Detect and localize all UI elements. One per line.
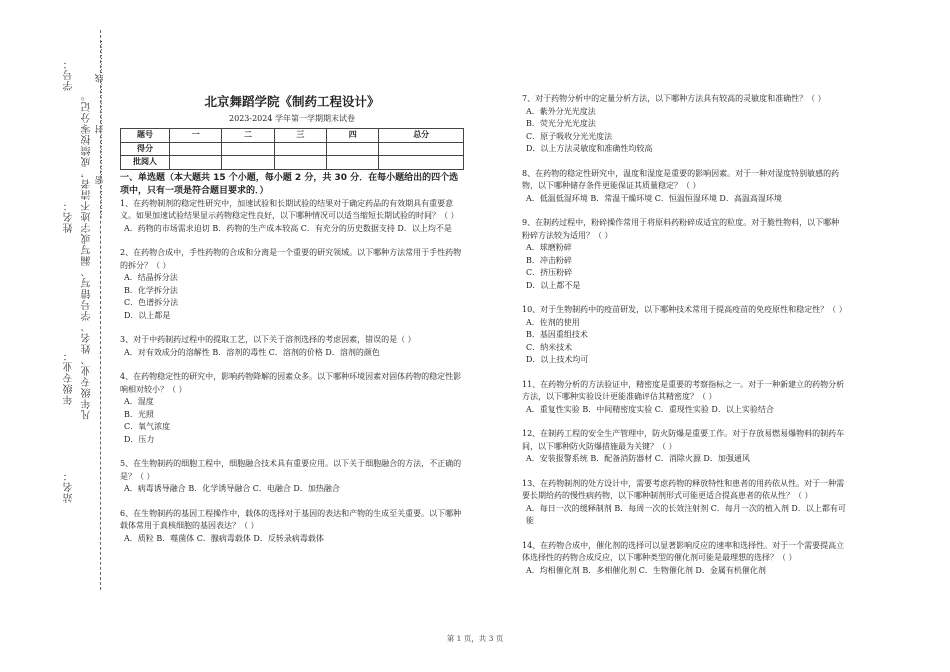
question-item	[522, 379, 846, 417]
question-option: A．重复性实验 B．中间精密度实验 C．重现性实验 D．以上实验结合	[526, 404, 774, 414]
question-item	[120, 247, 464, 322]
grade-major-label: 年级专业：	[64, 350, 75, 405]
question-option: A．对有效成分的溶解性 B．溶剂的毒性 C．溶剂的价格 D．溶剂的颜色	[124, 347, 380, 357]
question-stem: 11、在药物分析的方法验证中，精密度是重要的考察指标之一。对于一种新建立的药物分析方法，以下哪种实验设计更能准确评估其精密度？（ ）	[522, 379, 845, 401]
score-col-header: 总分	[379, 129, 464, 143]
question-option: A．低温低湿环境 B．常温干燥环境 C．恒温恒湿环境 D．高温高湿环境	[526, 193, 782, 203]
question-option: A．球磨粉碎	[526, 243, 572, 252]
question-item	[522, 428, 846, 466]
question-item	[120, 371, 464, 446]
question-stem: 1、在药物制剂的稳定性研究中，加速试验和长期试验的结果对于确定药品的有效期具有重要意义。如果加速试验结果显示药物稳定性良好，以下哪种情况可以适当缩短长期试验的时间？（ ）	[120, 198, 459, 220]
question-option: C．挤压粉碎	[526, 268, 573, 277]
question-option: B．荧光分光光度法	[526, 119, 596, 128]
question-item	[120, 458, 464, 496]
question-option: C．原子吸收分光光度法	[526, 131, 613, 141]
student-id-label: 学号：	[64, 58, 75, 91]
question-item	[522, 168, 846, 206]
question-item	[522, 217, 846, 292]
question-item	[522, 540, 846, 578]
score-col-header: 三	[274, 129, 326, 143]
question-stem: 13、在药物制剂的处方设计中，需要考虑药物的释放特性和患者的用药依从性。对于一种需要长期给药的慢性病药物，以下哪种制剂形式可能更适合提高患者的依从性？（ ）	[522, 478, 845, 500]
binding-notice: 凡年级专业、姓名、学号错写、漏写或字迹不清者，成绩按零分记。	[82, 90, 93, 420]
score-cell	[274, 156, 326, 170]
question-option: A．质粒 B．噬菌体 C．腺病毒载体 D．反转录病毒载体	[124, 533, 324, 543]
score-col-header: 二	[222, 129, 274, 143]
page-footer: 第 1 页，共 3 页	[446, 634, 504, 643]
reviewer-row-label: 批阅人	[121, 156, 170, 170]
score-col-header: 题号	[121, 129, 170, 143]
question-option: B．光照	[124, 409, 154, 419]
score-cell	[222, 156, 274, 170]
reviewer-row	[121, 156, 464, 170]
station-label: 站名：	[64, 470, 75, 503]
question-stem: 12、在制药工程的安全生产管理中，防火防爆是重要工作。对于存放易燃易爆物料的制药车间，以下哪种防火防爆措施最为关键？（ ）	[522, 429, 845, 451]
question-option: A．每日一次的缓释制剂 B．每周一次的长效注射剂 C．每月一次的植入剂 D．以上都有可能	[526, 503, 846, 525]
score-cell	[222, 142, 274, 156]
question-option: C．氧气浓度	[124, 422, 171, 431]
left-question-list	[120, 198, 464, 546]
question-item	[120, 198, 464, 236]
question-option: A．佐剂的使用	[526, 317, 580, 327]
question-item	[522, 93, 846, 156]
score-row	[121, 142, 464, 156]
question-option: B．冲击粉碎	[526, 255, 572, 265]
name-label: 姓名：	[64, 200, 75, 233]
question-option: A．湿度	[124, 397, 154, 406]
question-option: C．色谱拆分法	[124, 298, 179, 307]
question-stem: 7、对于药物分析中的定量分析方法，以下哪种方法具有较高的灵敏度和准确性？（ ）	[522, 94, 826, 103]
question-option: D．以上方法灵敏度和准确性均较高	[526, 144, 653, 153]
question-item	[522, 478, 846, 528]
question-option: D．压力	[124, 434, 155, 444]
section-heading: 一、单选题（本大题共 15 个小题，每小题 2 分，共 30 分．在每小题给出的四个选项中，只有一项是符合题目要求的．）	[120, 172, 459, 196]
question-stem: 8、在药物的稳定性研究中，温度和湿度是重要的影响因素。对于一种对湿度特别敏感的药物，以下哪种储存条件更能保证其质量稳定？（ ）	[522, 168, 840, 190]
left-column	[120, 96, 464, 545]
question-option: A．病毒诱导融合 B．化学诱导融合 C．电融合 D．加热融合	[124, 484, 340, 493]
question-option: D．以上都不是	[526, 280, 581, 290]
question-option: A．安装报警系统 B．配备消防器材 C．消除火源 D．加强通风	[526, 454, 750, 463]
question-option: C．纳米技术	[526, 342, 573, 352]
score-table	[120, 128, 464, 170]
score-row-label: 得分	[121, 142, 170, 156]
score-cell	[327, 156, 379, 170]
score-col-header: 一	[170, 129, 222, 143]
question-stem: 14、在药物合成中，催化剂的选择可以显著影响反应的速率和选择性。对于一个需要提高立体选择性的药物合成反应，以下哪种类型的催化剂可能是最理想的选择？（ ）	[522, 540, 845, 562]
score-cell	[327, 142, 379, 156]
question-stem: 5、在生物制药的细胞工程中，细胞融合技术具有重要应用。以下关于细胞融合的方法，不正确的是？（ ）	[120, 459, 462, 481]
question-option: A．均相催化剂 B．多相催化剂 C．生物催化剂 D．金属有机催化剂	[526, 565, 766, 575]
question-option: A．紫外分光光度法	[526, 106, 596, 116]
score-cell	[379, 156, 464, 170]
question-stem: 3、对于中药制药过程中的提取工艺，以下关于溶剂选择的考虑因素，错误的是（ ）	[120, 335, 416, 344]
question-stem: 2、在药物合成中，手性药物的合成和分离是一个重要的研究领域。以下哪种方法常用于手性药物的拆分？（ ）	[120, 248, 462, 270]
score-cell	[379, 142, 464, 156]
question-item	[120, 334, 464, 359]
score-cell	[170, 156, 222, 170]
exam-subtitle: 2023-2024 学年第一学期期末试卷	[229, 113, 355, 123]
question-option: B．基因重组技术	[526, 330, 588, 339]
score-col-header: 四	[327, 129, 379, 143]
question-option: A．药物的市场需求迫切 B．药物的生产成本较高 C．有充分的历史数据支持 D．以上均不是	[124, 223, 452, 233]
question-option: A．结晶拆分法	[124, 273, 178, 282]
question-stem: 10、对于生物制药中的疫苗研发，以下哪种技术常用于提高疫苗的免疫原性和稳定性？（ ）	[522, 305, 847, 314]
question-stem: 9、在制药过程中，粉碎操作常用于将原料药粉碎成适宜的粒度。对于脆性物料，以下哪种粉碎方法较为适用？（ ）	[522, 218, 840, 240]
question-item	[120, 508, 464, 546]
right-question-list	[522, 93, 846, 577]
question-item	[522, 304, 846, 367]
exam-title: 北京舞蹈学院《制药工程设计》	[204, 94, 380, 109]
seal-line-marks: …………密……………封……………线…………	[95, 40, 105, 219]
right-column	[522, 93, 846, 577]
score-cell	[274, 142, 326, 156]
question-option: B．化学拆分法	[124, 285, 178, 295]
question-stem: 4、在药物稳定性的研究中，影响药物降解的因素众多。以下哪种环境因素对固体药物的稳定性影响相对较小？（ ）	[120, 372, 462, 394]
question-option: D．以上都是	[124, 310, 171, 320]
question-stem: 6、在生物制药的基因工程操作中，载体的选择对于基因的表达和产物的生成至关重要。以下哪种载体常用于真核细胞的基因表达？（ ）	[120, 508, 462, 530]
question-option: D．以上技术均可	[526, 355, 589, 364]
score-cell	[170, 142, 222, 156]
score-table-header-row	[121, 129, 464, 143]
